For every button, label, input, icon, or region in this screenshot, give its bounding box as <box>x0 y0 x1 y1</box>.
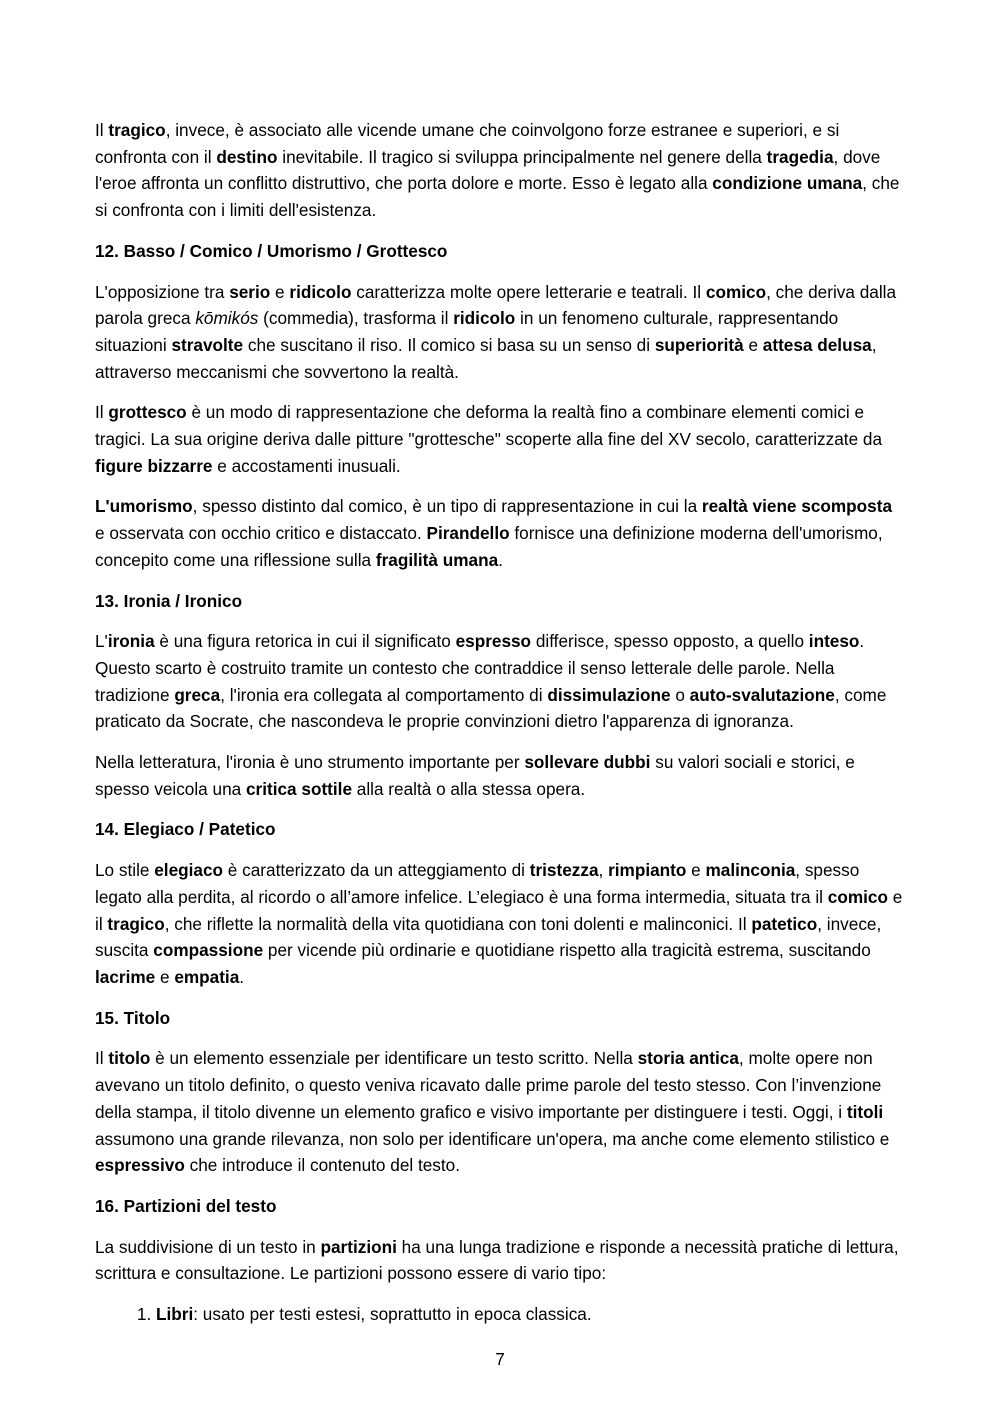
text-run: , spesso legato alla perdita, al ricordo o all’amore infelice. L’elegiaco è una forma intermedia, situata tra il <box>95 860 860 907</box>
text-run: Nella letteratura, l'ironia è uno strumento importante per <box>95 752 525 773</box>
bold-text: empatia <box>174 966 240 987</box>
text-run: Il <box>95 120 109 140</box>
bold-text: lacrime <box>95 966 156 987</box>
text-run: ha una lunga tradizione e risponde a necessità pratiche di lettura, scrittura e consultazione. Le partizioni possono essere di vario tipo: <box>95 1236 899 1284</box>
bold-text: stravolte <box>171 334 244 355</box>
bold-text: espresso <box>455 631 532 652</box>
paragraph <box>95 628 905 735</box>
section-heading: 13. Ironia / Ironico <box>95 590 243 611</box>
bold-text: figure bizzarre <box>95 455 213 476</box>
text-run: o <box>670 684 690 705</box>
text-run: , invece, è associato alle vicende umane che coinvolgono forze estranee e superiori, e si confronta con il <box>95 120 840 167</box>
text-run: e il <box>95 886 903 934</box>
text-run: differisce, spesso opposto, a quello <box>531 631 809 652</box>
text-run: e <box>155 966 175 987</box>
section-heading: 14. Elegiaco / Patetico <box>95 819 276 840</box>
bold-text: patetico <box>751 913 818 934</box>
bold-text: fragilità umana <box>375 549 499 570</box>
text-run: inevitabile. Il tragico si sviluppa principalmente nel genere della <box>277 146 767 167</box>
text-run: , molte opere non avevano un titolo definito, o questo veniva ricavato dalle prime parole del testo stesso. Con l’invenzione della stampa, il titolo divenne un elemento grafico e visivo importante per distinguere i testi. Oggi, i <box>95 1048 882 1122</box>
text-run: Il <box>95 1048 109 1069</box>
text-run: e <box>686 860 706 881</box>
text-run: (commedia), trasforma il <box>258 308 454 329</box>
text-run: , spesso distinto dal comico, è un tipo di rappresentazione in cui la <box>192 496 702 517</box>
bold-text: compassione <box>153 940 264 961</box>
text-run: . <box>498 549 503 570</box>
text-run: , che si confronta con i limiti dell'esistenza. <box>95 173 900 221</box>
bold-text: tragico <box>107 913 165 934</box>
numbered-list <box>95 1301 905 1328</box>
bold-text: realtà viene scomposta <box>701 496 893 517</box>
text-run: , l'ironia era collegata al comportamento di <box>220 684 548 705</box>
section-heading: 12. Basso / Comico / Umorismo / Grottesco <box>95 240 448 261</box>
bold-text: Libri <box>156 1304 194 1325</box>
bold-text: sollevare dubbi <box>524 752 651 773</box>
bold-text: critica sottile <box>245 778 352 799</box>
text-run: L' <box>95 631 108 652</box>
section-heading: 16. Partizioni del testo <box>95 1195 277 1216</box>
bold-text: comico <box>827 886 888 907</box>
bold-text: malinconia <box>705 860 796 881</box>
text-run: che introduce il contenuto del testo. <box>184 1155 461 1176</box>
text-run: , che deriva dalla parola greca <box>95 281 897 329</box>
text-run: e <box>270 281 290 302</box>
text-run: fornisce una definizione moderna dell'umorismo, concepito come una riflessione sulla <box>95 523 883 570</box>
text-run: La suddivisione di un testo in <box>95 1236 321 1257</box>
bold-text: ironia <box>107 631 155 652</box>
section-heading: 15. Titolo <box>95 1007 171 1028</box>
bold-text: grottesco <box>108 402 187 423</box>
text-run: Il <box>95 402 109 423</box>
page-content <box>95 117 905 1328</box>
text-run: , <box>598 860 609 881</box>
bold-text: ridicolo <box>453 308 516 329</box>
page-number: 7 <box>495 1349 505 1369</box>
text-run: e <box>743 334 763 355</box>
list-item <box>156 1301 905 1328</box>
italic-text: kōmikós <box>195 308 259 329</box>
text-run: L'opposizione tra <box>95 281 230 302</box>
bold-text: ridicolo <box>289 281 352 302</box>
paragraph <box>95 279 905 386</box>
bold-text: L'umorismo <box>95 496 193 517</box>
paragraph <box>95 857 905 991</box>
bold-text: inteso <box>808 631 860 652</box>
text-run: alla realtà o alla stessa opera. <box>352 778 586 799</box>
text-run: è un modo di rappresentazione che deforma la realtà fino a combinare elementi comici e tragici. La sua origine deriva dalle pitture "grottesche" scoperte alla fine del XV secolo, caratterizzate da <box>95 402 883 450</box>
paragraph <box>95 749 905 802</box>
text-run: . <box>239 966 245 987</box>
text-run: , invece, suscita <box>95 913 882 961</box>
text-run: e accostamenti inusuali. <box>212 455 401 476</box>
text-run: per vicende più ordinarie e quotidiane rispetto alla tragicità estrema, suscitando <box>263 940 871 961</box>
paragraph <box>95 117 905 224</box>
bold-text: espressivo <box>95 1155 185 1176</box>
bold-text: greca <box>174 684 221 705</box>
text-run: : usato per testi estesi, soprattutto in epoca classica. <box>193 1304 592 1325</box>
text-run: Lo stile <box>95 860 155 881</box>
bold-text: tristezza <box>529 860 599 881</box>
text-run: , attraverso meccanismi che sovvertono la realtà. <box>95 334 877 382</box>
text-run: caratterizza molte opere letterarie e teatrali. Il <box>351 281 706 302</box>
bold-text: destino <box>216 146 278 167</box>
bold-text: serio <box>229 281 271 302</box>
paragraph <box>95 1045 905 1179</box>
text-run: e osservata con occhio critico e distaccato. <box>95 523 427 544</box>
paragraph <box>95 1234 905 1287</box>
bold-text: partizioni <box>320 1236 397 1257</box>
bold-text: titoli <box>846 1101 884 1122</box>
paragraph <box>95 493 905 573</box>
text-run: . Questo scarto è costruito tramite un contesto che contraddice il senso letterale delle parole. Nella tradizione <box>95 631 865 705</box>
bold-text: dissimulazione <box>547 684 671 705</box>
bold-text: titolo <box>108 1048 151 1069</box>
text-run: , come praticato da Socrate, che nascondeva le proprie convinzioni dietro l'apparenza di ignoranza. <box>95 684 887 732</box>
bold-text: Pirandello <box>426 523 510 544</box>
bold-text: storia antica <box>637 1048 739 1069</box>
text-run: su valori sociali e storici, e spesso veicola una <box>95 752 855 799</box>
bold-text: comico <box>705 281 767 302</box>
bold-text: tragico <box>108 120 166 140</box>
bold-text: attesa delusa <box>762 334 872 355</box>
bold-text: condizione umana <box>712 173 863 194</box>
text-run: è una figura retorica in cui il significato <box>154 631 456 652</box>
text-run: in un fenomeno culturale, rappresentando situazioni <box>95 308 839 355</box>
text-run: è caratterizzato da un atteggiamento di <box>223 860 530 881</box>
text-run: che suscitano il riso. Il comico si basa su un senso di <box>243 334 655 355</box>
text-run: assumono una grande rilevanza, non solo per identificare un'opera, ma anche come elemento stilistico e <box>95 1128 890 1149</box>
text-run: , che riflette la normalità della vita quotidiana con toni dolenti e malinconici. Il <box>164 913 752 934</box>
text-run: , dove l'eroe affronta un conflitto distruttivo, che porta dolore e morte. Esso è legato alla <box>95 146 881 194</box>
bold-text: auto-svalutazione <box>689 684 835 705</box>
bold-text: elegiaco <box>154 860 224 881</box>
bold-text: tragedia <box>766 146 834 167</box>
bold-text: rimpianto <box>608 860 687 881</box>
paragraph <box>95 399 905 479</box>
text-run: è un elemento essenziale per identificare un testo scritto. Nella <box>150 1048 638 1069</box>
bold-text: superiorità <box>654 334 744 355</box>
